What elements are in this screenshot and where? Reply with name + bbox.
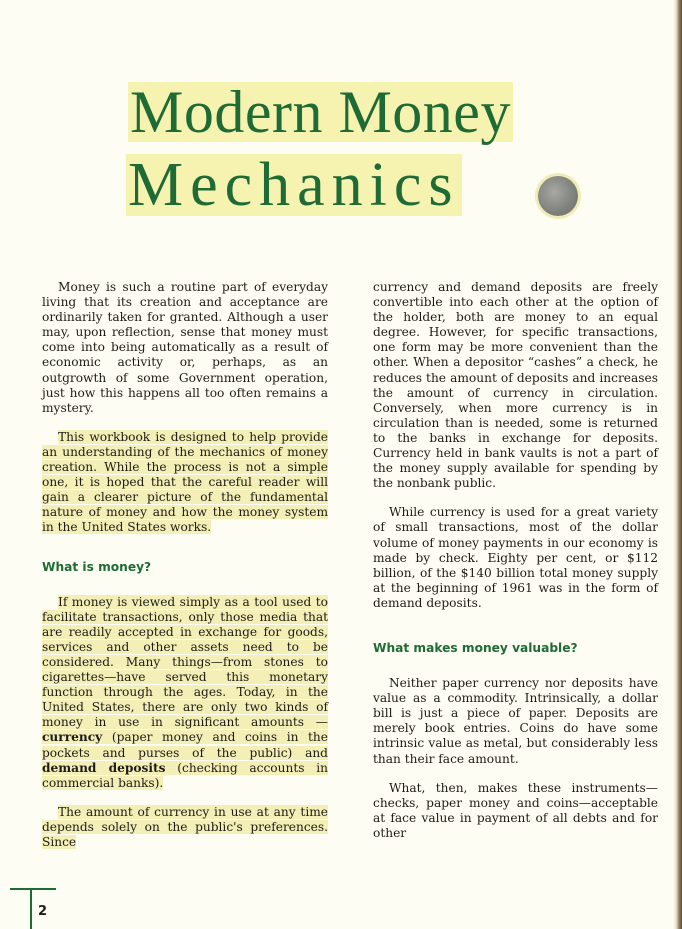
page-number-marker xyxy=(10,888,60,929)
page-number: 2 xyxy=(38,904,48,919)
title-block xyxy=(0,64,682,254)
check-volume-paragraph: While currency is used for a great variety of small transactions, most of the dollar volume of money payments in our economy is made by check. Eighty per cent, or $112 billion, of the $140 billion total money supply at the beginning of 1961 was in the form of demand deposits. xyxy=(373,505,658,610)
intrinsic-value-paragraph: Neither paper currency nor deposits have value as a commodity. Intrinsically, a dollar bill is just a piece of paper. Deposits are merely book entries. Coins do have some intrinsic value as metal, but considerably less than their face amount. xyxy=(373,676,658,766)
page-number-stem xyxy=(30,888,32,929)
workbook-paragraph: This workbook is designed to help provide an understanding of the mechanics of money creation. While the process is not a simple one, it is hoped that the careful reader will gain a clearer picture of the fundamental nature of money and how the money system in the United States works. xyxy=(42,429,328,535)
convertibility-paragraph: currency and demand deposits are freely convertible into each other at the option of the holder, both are money to an equal degree. However, for specific transactions, one form may be more convenient than the other. When a depositor “cashes” a check, he reduces the amount of deposits and increases the amount of currency in circulation. Conversely, when more currency is in circulation than is needed, some is returned to the banks in exchange for deposits. Currency held in bank vaults is not a part of the money supply available for spending by the nonbank public. xyxy=(373,280,658,491)
acceptance-paragraph: What, then, makes these instruments—checks, paper money and coins—acceptable at face value in payment of all debts and for other xyxy=(373,780,658,840)
intro-paragraph: Money is such a routine part of everyday living that its creation and acceptance are ordinarily taken for granted. Although a user may, upon reflection, sense that money must come into being automatically as a result of economic activity or, perhaps, as an outgrowth of some Government operation, just how this happens all too often remains a mystery. xyxy=(42,280,328,415)
left-column xyxy=(42,280,328,864)
currency-amount-paragraph: The amount of currency in use at any time depends solely on the public's preferences. Since xyxy=(42,804,328,849)
section-heading-what-makes-money-valuable: What makes money valuable? xyxy=(373,640,578,655)
page-number-bar xyxy=(10,888,56,890)
title-line-1: Modern Money xyxy=(130,79,511,145)
right-column xyxy=(373,280,658,855)
title-line-2: Mechanics xyxy=(128,151,460,219)
section-heading-what-is-money: What is money? xyxy=(42,559,152,574)
decorative-dot-icon xyxy=(538,176,578,216)
money-definition-paragraph: If money is viewed simply as a tool used to facilitate transactions, only those media that are readily accepted in exchange for goods, services and other assets need to be considered. Many things—from stones to cigarettes—have served this monetary function through the ages. Today, in the United States, there are only two kinds of money in use in significant amounts —currency (paper money and coins in the pockets and purses of the public) and demand deposits (checking accounts in commercial banks). xyxy=(42,594,328,790)
